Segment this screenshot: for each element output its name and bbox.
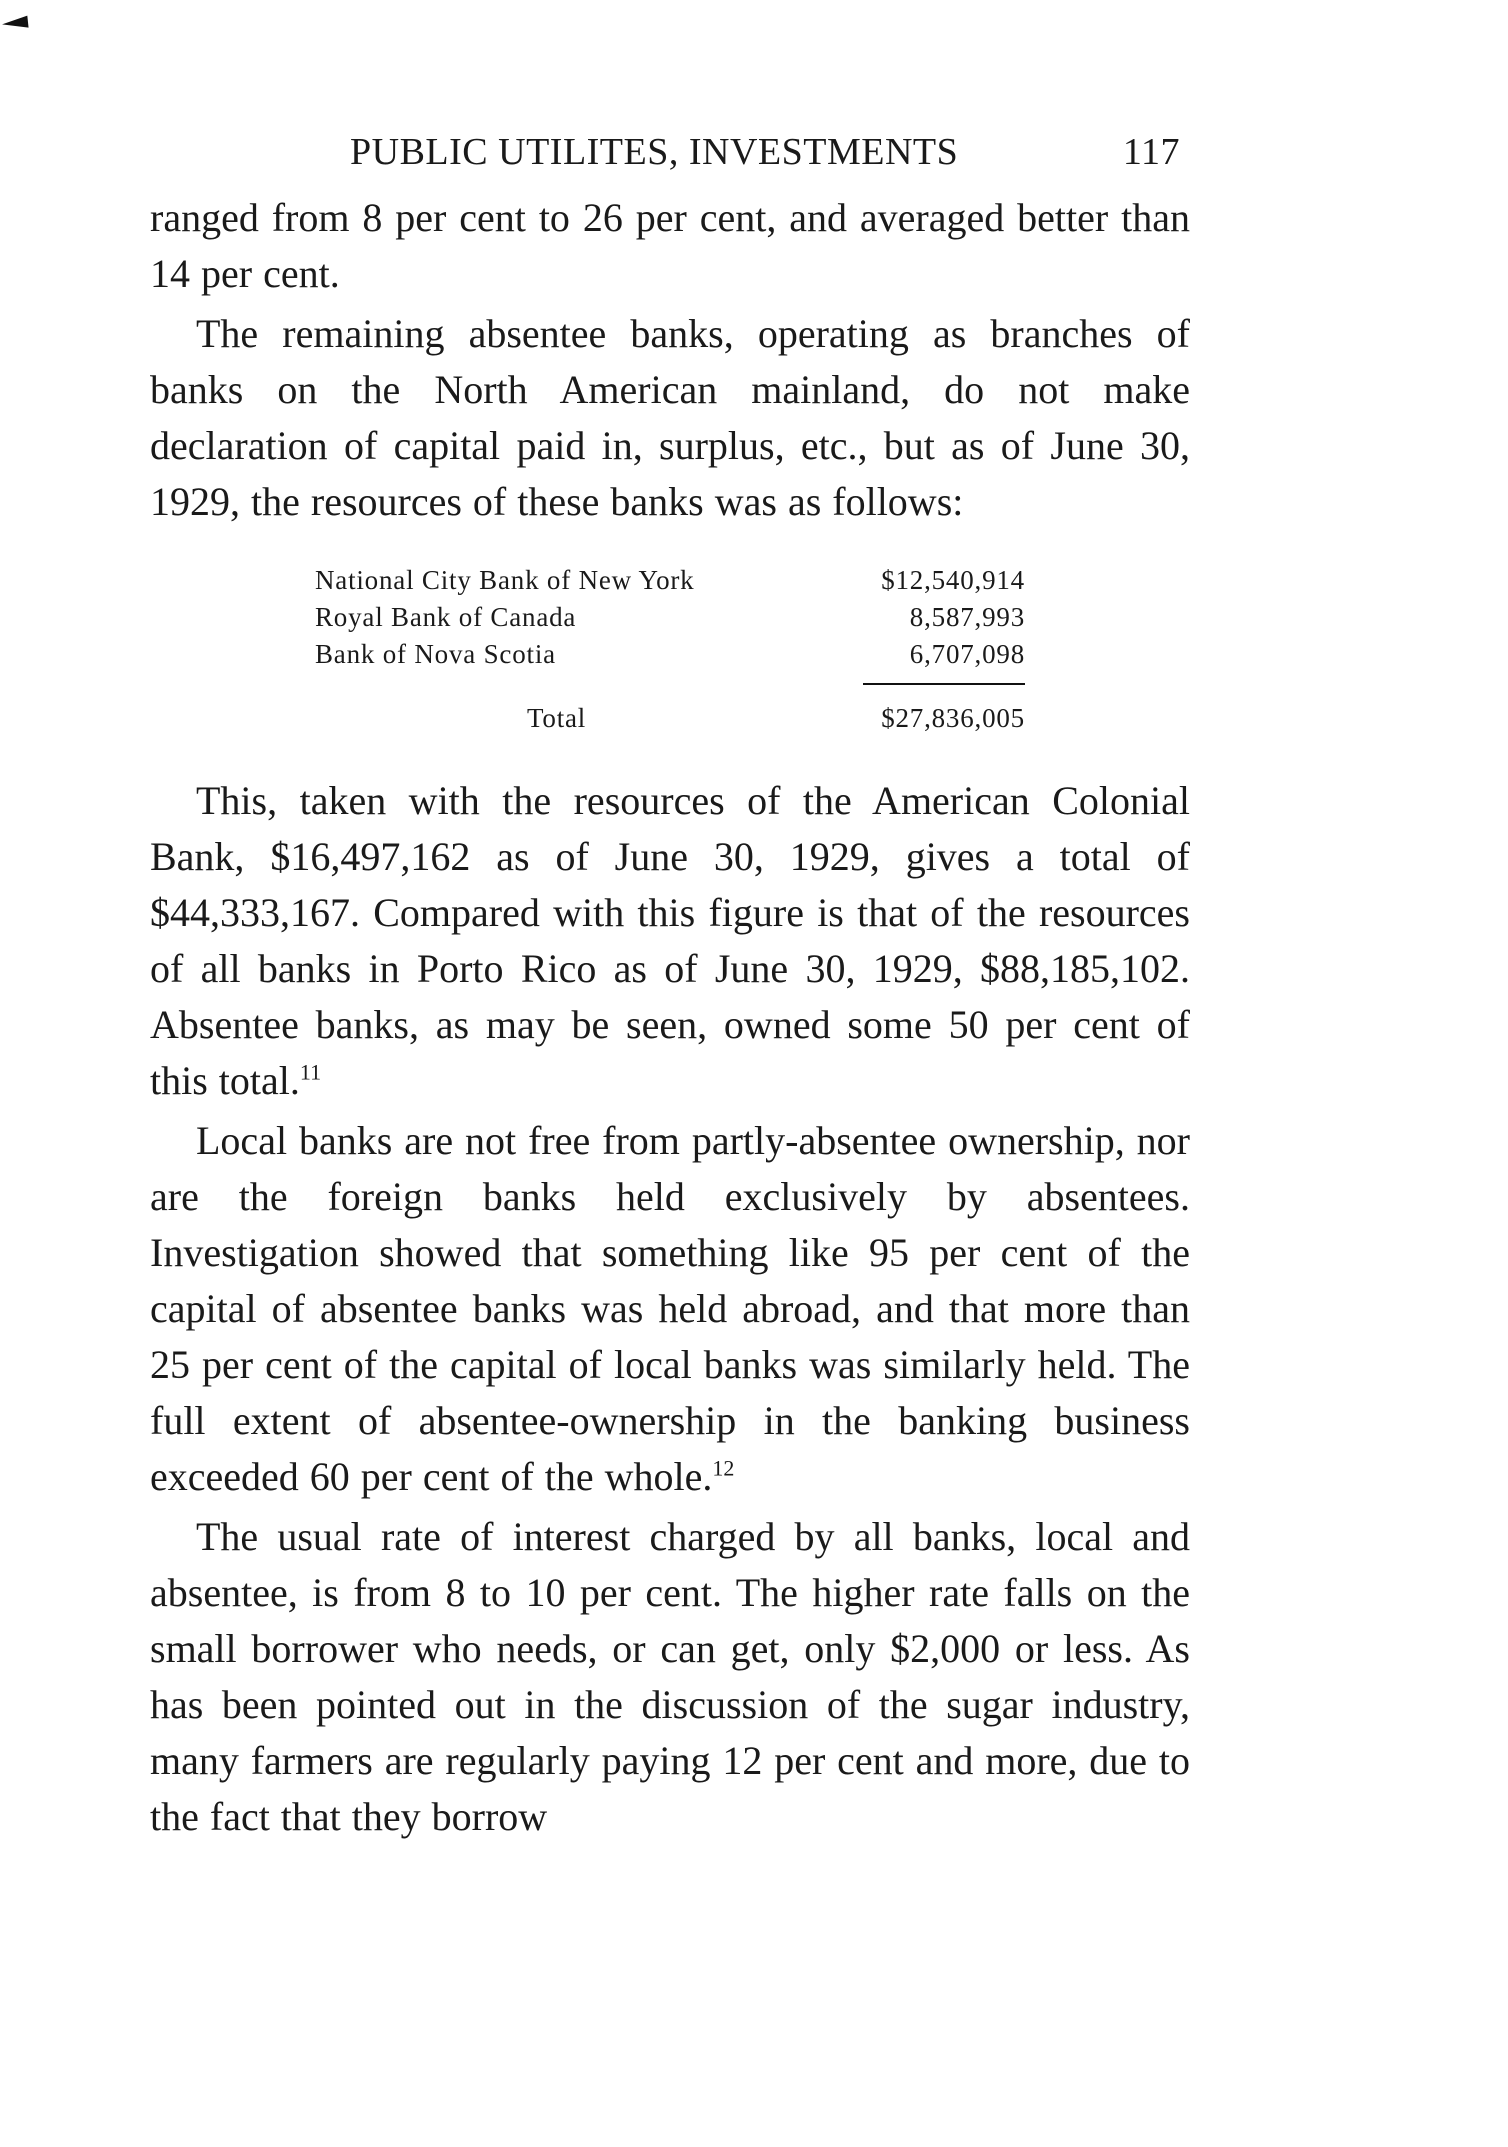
bank-amount: 6,707,098: [909, 639, 1025, 669]
total-amount: $27,836,005: [881, 703, 1025, 733]
footnote-ref-11: 11: [299, 1059, 322, 1085]
paragraph-interest-rate: The usual rate of interest charged by all banks, local and absentee, is from 8 to 10 per cent. The higher rate falls on the small borrower who needs, or can get, only $2,000 or less. As has been pointed out in the discussion of the sugar industry, many farmers are regularly paying 12 per cent and more, due to the fact that they borrow: [150, 1514, 1190, 1839]
table-total-row: [315, 695, 1025, 741]
total-rule: [863, 683, 1025, 685]
paragraph-text: This, taken with the resources of the American Colonial Bank, $16,497,162 as of June 30, 1929, gives a total of $44,333,167. Compared with this figure is that of the resources of all banks in Porto Rico as of June 30, 1929, $88,185,102. Absentee banks, as may be seen, owned some 50 per cent of this total.: [150, 778, 1190, 1103]
bank-name: Bank of Nova Scotia: [315, 639, 556, 669]
book-page: [150, 130, 1190, 1845]
paragraph-text: Local banks are not free from partly-absentee ownership, nor are the foreign banks held exclusively by absentees. Investigation showed that something like 95 per cent of the capital of absentee banks was held abroad, and that more than 25 per cent of the capital of local banks was similarly held. The full extent of absentee-ownership in the banking business exceeded 60 per cent of the whole.: [150, 1118, 1190, 1499]
table-row: [315, 599, 1025, 636]
bank-amount: 8,587,993: [909, 602, 1025, 632]
running-head: [150, 130, 1190, 190]
corner-mark: [1, 16, 28, 31]
paragraph-absentee-branches: The remaining absentee banks, operating as branches of banks on the North American mainland, do not make declaration of capital paid in, surplus, etc., but as of June 30, 1929, the resources of these banks was as follows:: [150, 311, 1190, 524]
bank-resources-table: [315, 562, 1025, 741]
paragraph-continued: ranged from 8 per cent to 26 per cent, and averaged better than 14 per cent.: [150, 195, 1190, 296]
bank-name: Royal Bank of Canada: [315, 602, 577, 632]
footnote-ref-12: 12: [712, 1455, 735, 1481]
paragraph-colonial-bank: [150, 773, 1190, 1109]
table-row: [315, 562, 1025, 599]
paragraph-local-banks: [150, 1113, 1190, 1505]
bank-name: National City Bank of New York: [315, 565, 695, 595]
total-label: Total: [527, 703, 587, 733]
running-head-title: PUBLIC UTILITES, INVESTMENTS: [350, 131, 959, 173]
total-rule-row: [315, 673, 1025, 695]
page-number: 117: [1122, 131, 1180, 173]
table-row: [315, 636, 1025, 673]
bank-amount: $12,540,914: [881, 565, 1025, 595]
